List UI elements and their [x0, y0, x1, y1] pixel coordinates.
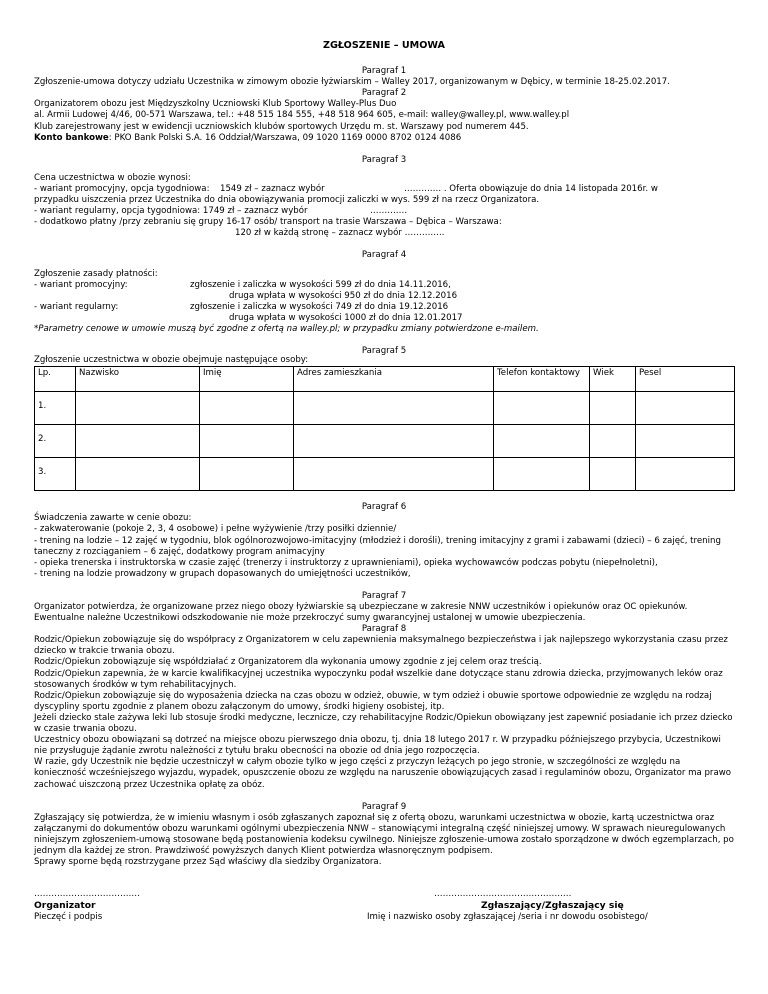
benefit-item: - trening na lodzie prowadzony w grupach dopasowanych do umiejętności uczestników, — [34, 568, 411, 579]
price-regular-choice[interactable]: …………. — [370, 206, 408, 217]
payment-promo-label: - wariant promocyjny: — [34, 279, 128, 290]
price-promo-row — [34, 184, 734, 195]
organizer-address: al. Armii Ludowej 4/46, 00-571 Warszawa, tel.: +48 515 184 555, +48 518 964 605, e-mail: walley@walley.pl, www.walley.pl — [34, 110, 570, 121]
firstname-cell[interactable] — [200, 425, 294, 458]
price-promo-cont: przypadku uiszczenia przez Uczestnika do dnia obowiązywania promocji zaliczki w wys. 599 zł na rzecz Organizatora. — [34, 195, 540, 206]
price-promo-choice[interactable]: …………. . Oferta obowiązuje do dnia 14 listopada 2016r. w — [404, 183, 658, 194]
organizer-subtitle: Pieczęć i podpis — [34, 912, 103, 923]
table-header-row — [35, 367, 735, 392]
col-firstname: Imię — [200, 367, 294, 392]
transport-line: - dodatkowo płatny /przy zebraniu się grupy 16-17 osób/ transport na trasie Warszawa – Dębica – Warszawa: — [34, 217, 502, 228]
phone-cell[interactable] — [494, 392, 590, 425]
document-title: ZGŁOSZENIE – UMOWA — [323, 40, 445, 51]
payment-regular-l1: zgłoszenie i zaliczka w wysokości 749 zł do dnia 19.12.2016 — [190, 301, 449, 312]
applicant-title: Zgłaszający/Zgłaszający się — [481, 900, 624, 912]
payment-intro: Zgłoszenie zasady płatności: — [34, 268, 158, 279]
phone-cell[interactable] — [494, 425, 590, 458]
participants-table — [34, 366, 735, 491]
p2-heading: Paragraf 2 — [361, 88, 407, 99]
bank-label: Konto bankowe — [34, 132, 109, 143]
obligation-para: W razie, gdy Uczestnik nie będzie uczestniczył w całym obozie tylko w jego części z przyczyn leżących po jego stronie, w szczególności ze względu na konieczność wcześniejszego wyjazdu, wypadek, opuszczenie obozu ze względu na naruszenie obowiązujących zasad i regulaminów obozu, Organizator ma prawo zachować uiszczoną przez Uczestnika opłatę za obóz. — [34, 757, 732, 790]
transport-row — [34, 228, 734, 239]
p6-heading: Paragraf 6 — [361, 502, 407, 513]
price-regular-label: - wariant regularny, opcja tygodniowa: 1749 zł – zaznacz wybór — [34, 206, 308, 217]
obligation-para: Rodzic/Opiekun zobowiązuje się do współpracy z Organizatorem w celu zapewnienia maksymalnego bezpieczeństwa i jak najlepszego wykorzystania czasu przez dziecko w trakcie trwania obozu. — [34, 635, 728, 657]
pesel-cell[interactable] — [636, 458, 735, 491]
row-number: 1. — [35, 392, 76, 425]
benefits-intro: Świadczenia zawarte w cenie obozu: — [34, 513, 192, 524]
confirmation-text: Zgłaszający się potwierdza, że w imieniu własnym i osób zgłaszanych zapoznał się z ofertą obozu, warunkami uczestnictwa w obozie, kartą uczestnictwa oraz załączanymi do dokumentów obozu warunkami ogólnymi ubezpieczenia NNW – stanowiącymi integralną część niniejszej umowy. W sprawach nieuregulowanych niniejszym zgłoszeniem-umową stosowane będą postanowienia kodeksu cywilnego. Niniejsze zgłoszenie-umowa zostało sporządzone w dwóch egzemplarzach, po jednym dla każdej ze stron. Prawdziwość powyższych danych Klient potwierdza własnoręcznym podpisem. — [34, 812, 734, 856]
firstname-cell[interactable] — [200, 458, 294, 491]
col-surname: Nazwisko — [76, 367, 200, 392]
p1-text: Zgłoszenie-umowa dotyczy udziału Uczestnika w zimowym obozie łyżwiarskim – Walley 2017, organizowanym w Dębicy, w terminie 18-25.02.2017. — [34, 77, 670, 88]
table-row — [35, 392, 735, 425]
signature-block — [34, 881, 734, 921]
obligation-para: Rodzic/Opiekun zapewnia, że w karcie kwalifikacyjnej uczestnika wypoczynku podał wszelkie dane dotyczące stanu zdrowia dziecka, przyjmowanych leków oraz stosowanych środków w tym rehabilitacyjnych. — [34, 668, 723, 690]
participants-intro: Zgłoszenie uczestnictwa w obozie obejmuje następujące osoby: — [34, 355, 309, 366]
payment-regular-row — [34, 302, 734, 313]
col-address: Adres zamieszkania — [294, 367, 494, 392]
benefit-item: - zakwaterowanie (pokoje 2, 3, 4 osobowe) i pełne wyżywienie /trzy posiłki dziennie/ — [34, 524, 397, 535]
col-phone: Telefon kontaktowy — [494, 367, 590, 392]
surname-cell[interactable] — [76, 458, 200, 491]
applicant-subtitle: Imię i nazwisko osoby zgłaszającej /seria i nr dowodu osobistego/ — [367, 912, 648, 923]
p3-heading: Paragraf 3 — [361, 154, 407, 165]
col-pesel: Pesel — [636, 367, 735, 392]
p9-heading: Paragraf 9 — [361, 801, 407, 812]
surname-cell[interactable] — [76, 392, 200, 425]
payment-promo-l2: druga wpłata w wysokości 950 zł do dnia 12.12.2016 — [229, 290, 458, 301]
table-row — [35, 425, 735, 458]
address-cell[interactable] — [294, 425, 494, 458]
p4-heading: Paragraf 4 — [361, 250, 407, 261]
p7-heading: Paragraf 7 — [361, 590, 407, 601]
organizer-line: Organizatorem obozu jest Międzyszkolny Uczniowski Klub Sportowy Walley-Plus Duo — [34, 99, 397, 110]
row-number: 3. — [35, 458, 76, 491]
surname-cell[interactable] — [76, 425, 200, 458]
col-lp: Lp. — [35, 367, 76, 392]
table-row — [35, 458, 735, 491]
price-promo-value: 1549 zł – zaznacz wybór — [220, 183, 325, 194]
payment-regular-label: - wariant regularny: — [34, 301, 119, 312]
pesel-cell[interactable] — [636, 425, 735, 458]
p5-heading: Paragraf 5 — [361, 346, 407, 357]
age-cell[interactable] — [590, 392, 636, 425]
payment-promo-row2 — [34, 291, 734, 302]
pesel-cell[interactable] — [636, 392, 735, 425]
age-cell[interactable] — [590, 425, 636, 458]
price-intro: Cena uczestnictwa w obozie wynosi: — [34, 172, 191, 183]
insurance-text: Organizator potwierdza, że organizowane przez niego obozy łyżwiarskie są ubezpieczane w zakresie NNW uczestników i opiekunów oraz OC opiekunów. Ewentualne należne Uczestnikowi odszkodowanie nie może przekroczyć sumy gwarancyjnej ustalonej w umowie ubezpieczenia. — [34, 602, 688, 624]
obligation-para: Rodzic/Opiekun zobowiązuje się do wyposażenia dziecka na czas obozu w odzież, obuwie, w tym odzież i obuwie sportowe odpowiednie ze względu na rodzaj dyscypliny sportu zgodnie z planem obozu załączonym do umowy, środki higieny osobistej, itp. — [34, 690, 712, 712]
phone-cell[interactable] — [494, 458, 590, 491]
bank-account — [34, 133, 734, 144]
payment-regular-row2 — [34, 313, 734, 324]
address-cell[interactable] — [294, 458, 494, 491]
club-registration: Klub zarejestrowany jest w ewidencji uczniowskich klubów sportowych Urzędu m. st. Warszawy pod numerem 445. — [34, 121, 529, 132]
transport-choice[interactable]: 120 zł w każdą stronę – zaznacz wybór ………….. — [235, 228, 445, 239]
organizer-title: Organizator — [34, 900, 96, 912]
jurisdiction-text: Sprawy sporne będą rozstrzygane przez Sąd właściwy dla siedziby Organizatora. — [34, 857, 382, 868]
col-age: Wiek — [590, 367, 636, 392]
document — [34, 30, 734, 921]
age-cell[interactable] — [590, 458, 636, 491]
payment-promo-l1: zgłoszenie i zaliczka w wysokości 599 zł do dnia 14.11.2016, — [190, 279, 451, 290]
organizer-signature-line[interactable]: ………………………………. — [34, 889, 140, 900]
applicant-signature-line[interactable]: ………………………………………… — [434, 889, 572, 900]
obligation-para: Rodzic/Opiekun zobowiązuje się współdziałać z Organizatorem dla wykonania umowy zgodnie z jej celem oraz treścią. — [34, 657, 542, 668]
pricing-note: *Parametry cenowe w umowie muszą być zgodne z ofertą na walley.pl; w przypadku zmiany potwierdzone e-mailem. — [34, 323, 539, 334]
obligation-para: Uczestnicy obozu obowiązani są dotrzeć na miejsce obozu pierwszego dnia obozu, tj. dnia 18 lutego 2017 r. W przypadku późniejszego przybycia, Uczestnikowi nie przysługuje żądanie zwrotu należności z tytułu braku obecności na obozie od dnia jego rozpoczęcia. — [34, 735, 721, 757]
obligation-para: Jeżeli dziecko stale zażywa leki lub stosuje środki medyczne, lecznicze, czy rehabilitacyjne Rodzic/Opiekun obowiązany jest zapewnić posiadanie ich przez dziecko w czasie trwania obozu. — [34, 712, 733, 735]
price-promo-label: - wariant promocyjny, opcja tygodniowa: — [34, 183, 210, 194]
p8-heading: Paragraf 8 — [361, 624, 407, 635]
firstname-cell[interactable] — [200, 392, 294, 425]
benefit-item: - trening na lodzie – 12 zajęć w tygodniu, blok ogólnorozwojowo-imitacyjny (młodzież i dorośli), trening imitacyjny z grami i zabawami (dzieci) – 6 zajęć, trening taneczny z rozciąganiem – 6 zajęć, dodatkowy program animacyjny — [34, 535, 721, 557]
payment-regular-l2: druga wpłata w wysokości 1000 zł do dnia 12.01.2017 — [229, 312, 463, 323]
price-regular-row — [34, 206, 734, 217]
address-cell[interactable] — [294, 392, 494, 425]
bank-text: : PKO Bank Polski S.A. 16 Oddział/Warszawa, 09 1020 1169 0000 8702 0124 4086 — [108, 132, 462, 143]
row-number: 2. — [35, 425, 76, 458]
payment-promo-row — [34, 280, 734, 291]
p1-heading: Paragraf 1 — [361, 66, 407, 77]
benefit-item: - opieka trenerska i instruktorska w czasie zajęć (trenerzy i instruktorzy z uprawnieniami), opieka wychowawców podczas pobytu (niepełnoletni), — [34, 557, 658, 568]
